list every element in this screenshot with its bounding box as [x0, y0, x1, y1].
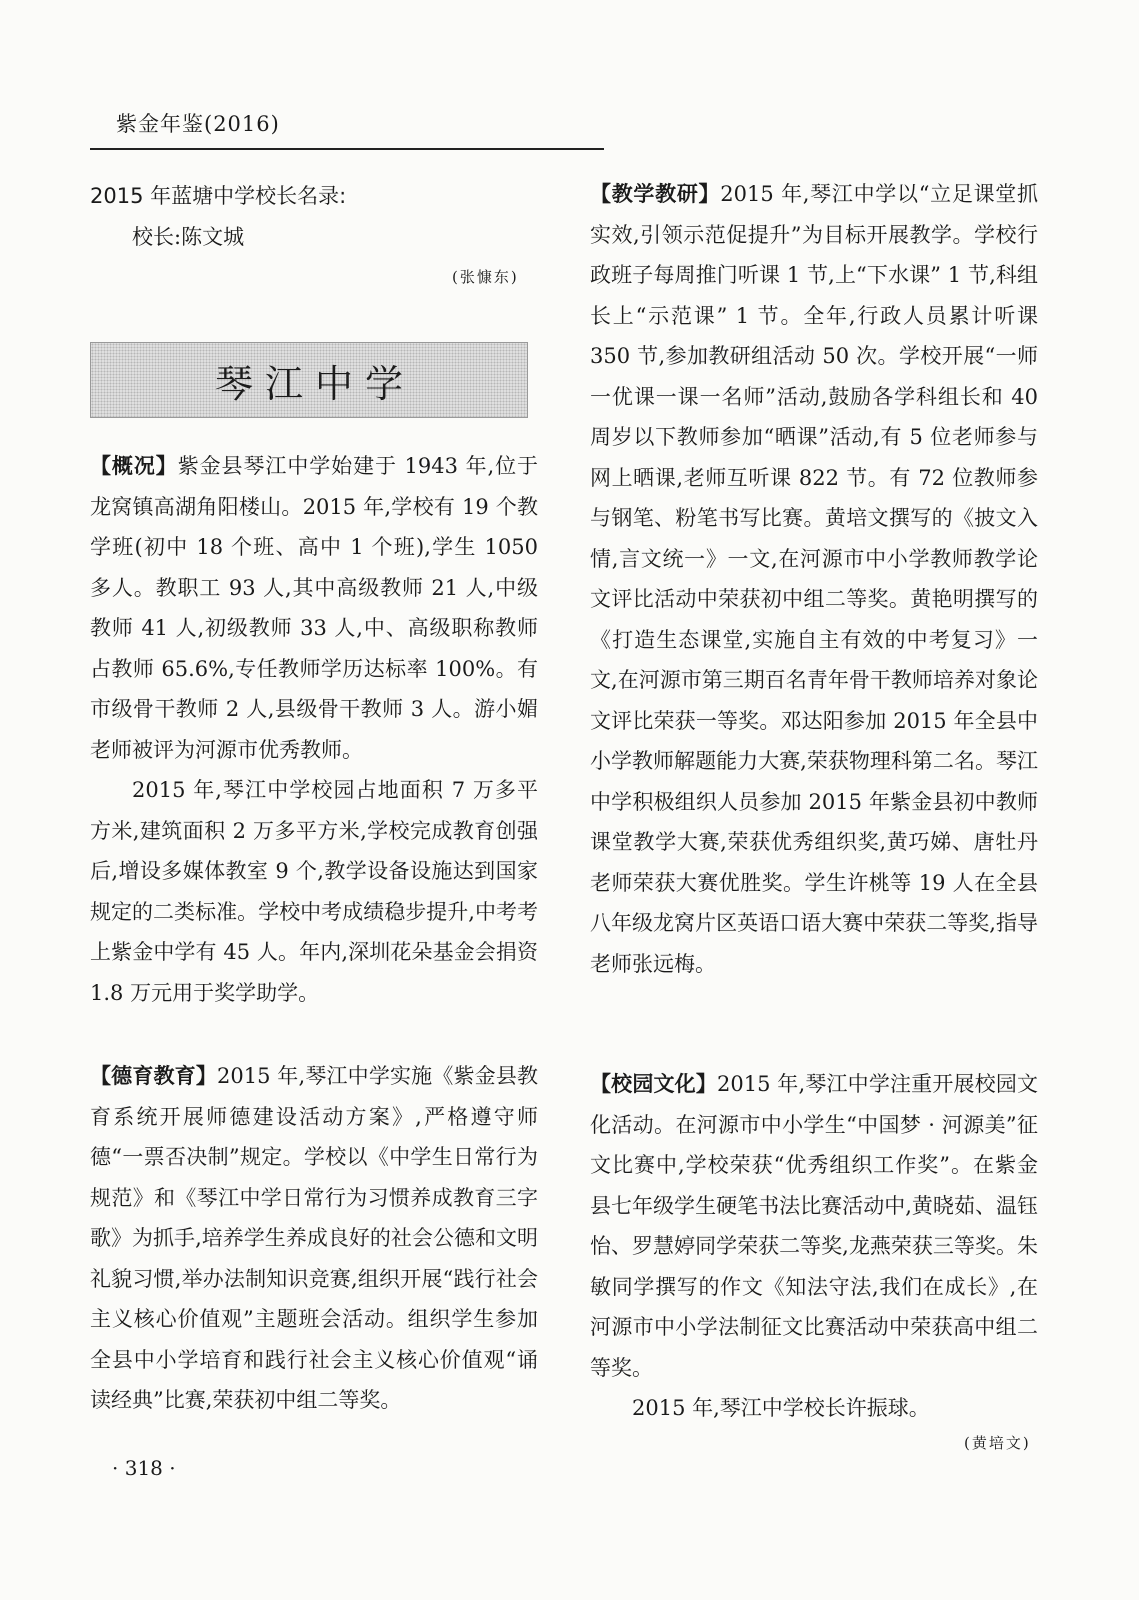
paragraph-text: 紫金县琴江中学始建于 1943 年,位于龙窝镇高湖角阳楼山。2015 年,学校有 19 个教学班(初中 18 个班、高中 1 个班),学生 1050 多人。教职工 93 人,其中高级教师 21 人,中级教师 41 人,初级教师 33 人,中、高级职称教师占教师 65.6%,专任教师学历达标率 100%。有市级骨干教师 2 人,县级骨干教师 3 人。游小媚老师被评为河源市优秀教师。 — [90, 454, 539, 762]
section-name: 【德育教育】 — [90, 1064, 218, 1088]
culture-paragraph-2: 2015 年,琴江中学校长许振球。 — [632, 1396, 930, 1420]
author-signature: (黄培文) — [964, 1434, 1031, 1452]
header-rule — [90, 148, 604, 150]
author-signature: (张慷东) — [452, 268, 519, 286]
section-name: 【教学教研】 — [590, 182, 721, 206]
culture-paragraph-1 — [590, 1064, 1038, 1388]
page-number: · 318 · — [112, 1456, 176, 1480]
section-banner — [90, 342, 528, 418]
moral-paragraph-1 — [90, 1056, 538, 1421]
running-header: 紫金年鉴(2016) — [116, 112, 280, 136]
section-name: 【概况】 — [90, 454, 178, 478]
overview-section — [90, 446, 538, 1013]
teaching-paragraph-1 — [590, 174, 1038, 984]
paragraph-text: 2015 年,琴江中学实施《紫金县教育系统开展师德建设活动方案》,严格遵守师德“一票否决制”规定。学校以《中学生日常行为规范》和《琴江中学日常行为习惯养成教育三字歌》为抓手,培养学生养成良好的社会公德和文明礼貌习惯,举办法制知识竞赛,组织开展“践行社会主义核心价值观”主题班会活动。组织学生参加全县中小学培育和践行社会主义核心价值观“诵读经典”比赛,荣获初中组二等奖。 — [90, 1064, 539, 1412]
paragraph-text: 2015 年,琴江中学注重开展校园文化活动。在河源市中小学生“中国梦 · 河源美”征文比赛中,学校荣获“优秀组织工作奖”。在紫金县七年级学生硬笔书法比赛活动中,黄晓茹、温钰怡、罗慧婷同学荣获二等奖,龙燕荣获三等奖。朱敏同学撰写的作文《知法守法,我们在成长》,在河源市中小学法制征文比赛活动中荣获高中组二等奖。 — [590, 1072, 1039, 1380]
campus-culture-section — [590, 1064, 1038, 1429]
overview-paragraph-2: 2015 年,琴江中学校园占地面积 7 万多平方米,建筑面积 2 万多平方米,学校完成教育创强后,增设多媒体教室 9 个,教学设备设施达到国家规定的二类标准。学校中考成绩稳步提升,中考考上紫金中学有 45 人。年内,深圳花朵基金会捐资 1.8 万元用于奖学助学。 — [90, 778, 538, 1005]
principal-list-title: 2015 年蓝塘中学校长名录: — [90, 184, 347, 208]
teaching-research-section — [590, 174, 1038, 984]
principal-list — [90, 176, 538, 257]
overview-paragraph-1 — [90, 446, 538, 770]
section-name: 【校园文化】 — [590, 1072, 718, 1096]
moral-education-section — [90, 1056, 538, 1421]
principal-name: 校长:陈文城 — [132, 224, 245, 249]
banner-title: 琴江中学 — [214, 361, 415, 406]
paragraph-text: 2015 年,琴江中学以“立足课堂抓实效,引领示范促提升”为目标开展教学。学校行政班子每周推门听课 1 节,上“下水课” 1 节,科组长上“示范课” 1 节。全年,行政人员累计听课 350 节,参加教研组活动 50 次。学校开展“一师一优课一课一名师”活动,鼓励各学科组长和 40 周岁以下教师参加“晒课”活动,有 5 位老师参与网上晒课,老师互听课 822 节。有 72 位教师参与钢笔、粉笔书写比赛。黄培文撰写的《披文入情,言文统一》一文,在河源市中小学教师教学论文评比活动中荣获初中组二等奖。黄艳明撰写的《打造生态课堂,实施自主有效的中考复习》一文,在河源市第三期百名青年骨干教师培养对象论文评比荣获一等奖。邓达阳参加 2015 年全县中小学教师解题能力大赛,荣获物理科第二名。琴江中学积极组织人员参加 2015 年紫金县初中教师课堂教学大赛,荣获优秀组织奖,黄巧娣、唐牡丹老师荣获大赛优胜奖。学生许桃等 19 人在全县八年级龙窝片区英语口语大赛中荣获二等奖,指导老师张远梅。 — [590, 182, 1039, 976]
